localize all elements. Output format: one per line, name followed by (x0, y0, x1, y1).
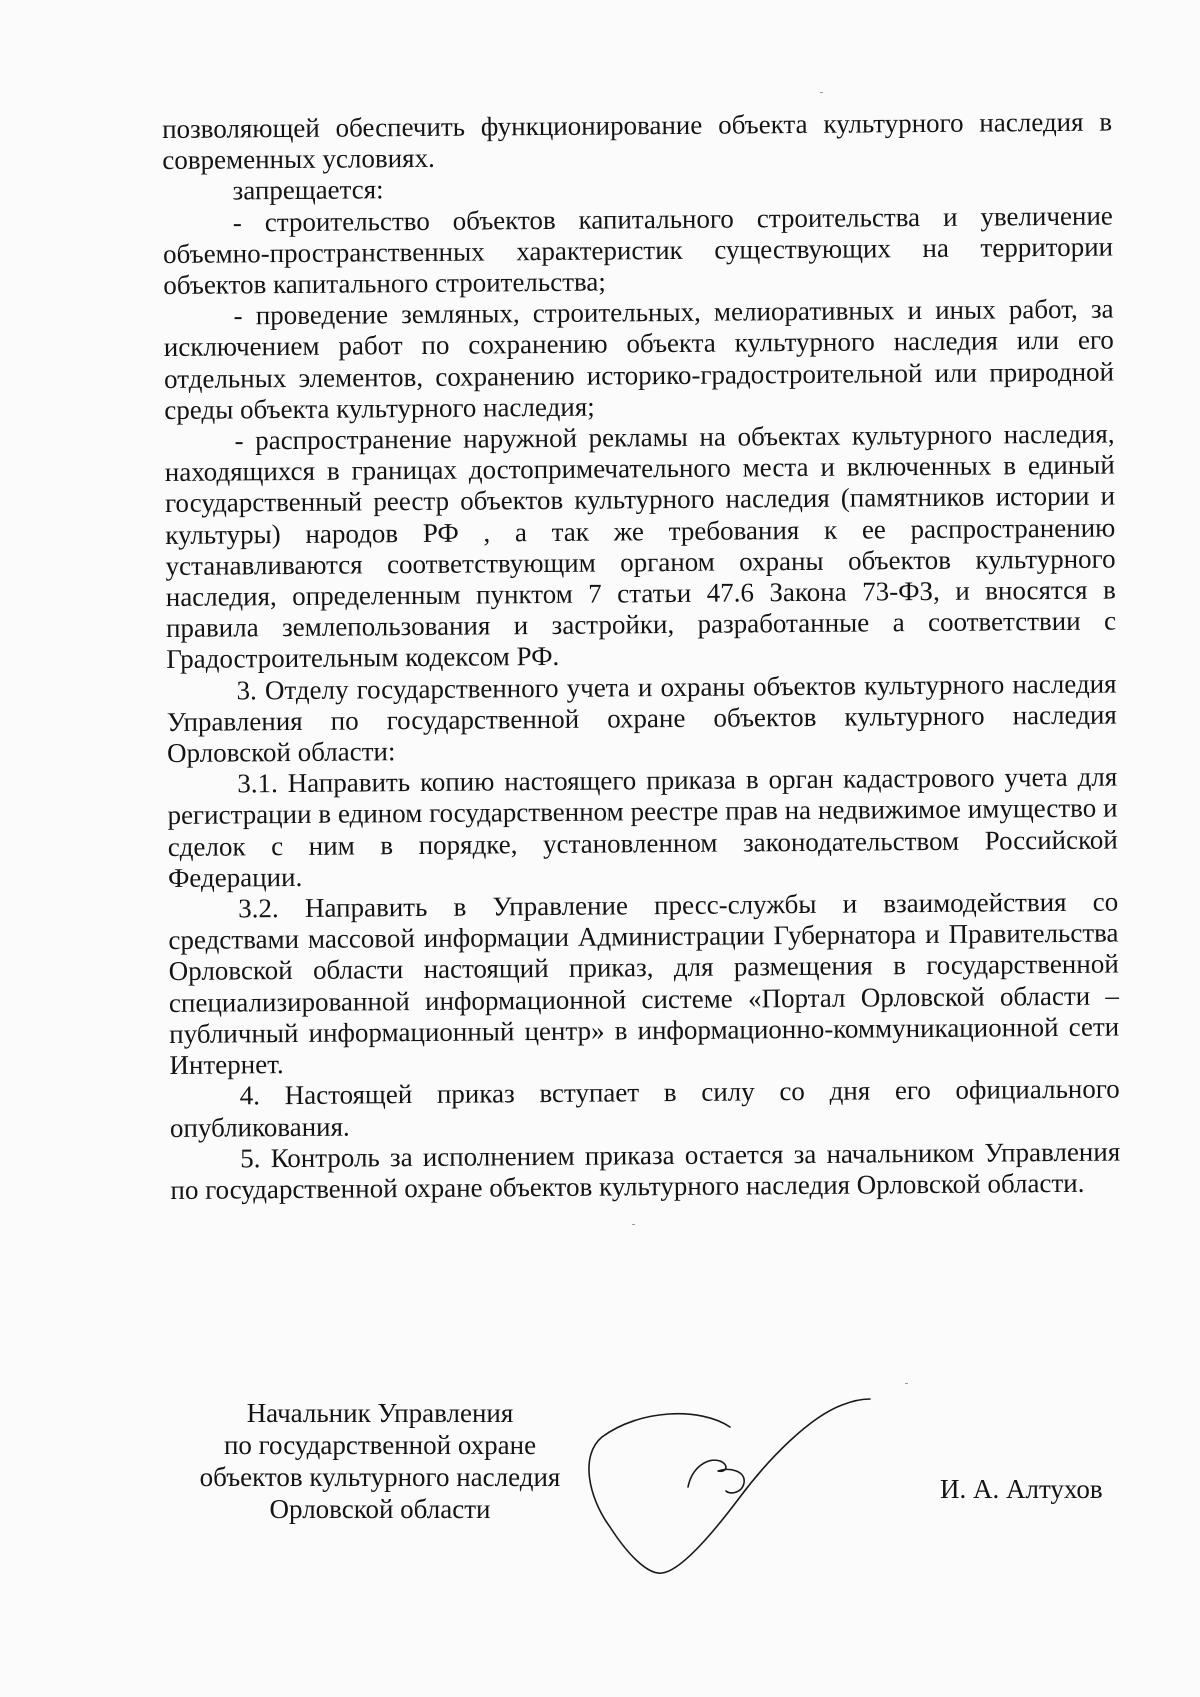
paragraph-item-3-1: 3.1. Направить копию настоящего приказа в орган кадастрового учета для регистрации в едином государственном реестре прав на недвижимое имущество и сделок с ним в порядке, установленном законодательством Российской Федерации. (167, 761, 1118, 893)
paragraph-item-5: 5. Контроль за исполнением приказа остается за начальником Управления по государственной охране объектов культурного наследия Орловской области. (170, 1136, 1121, 1205)
signatory-position-line: Начальник Управления (246, 1398, 514, 1428)
scan-speck (820, 92, 823, 93)
signature-block (160, 1397, 1110, 1577)
paragraph-construction-ban: - строительство объектов капитального строительства и увеличение объемно-пространственных характеристик существующих на территории объектов капитального строительства; (162, 200, 1114, 301)
paragraph-continuation: позволяющей обеспечить функционирование объекта культурного наследия в современных условиях. (162, 106, 1113, 176)
signatory-position-line: Орловской области (269, 1494, 491, 1524)
paragraph-item-4: 4. Настоящей приказ вступает в силу со дня его официального опубликования. (169, 1073, 1120, 1143)
paragraph-prohibited-heading: запрещается: (232, 174, 384, 206)
signatory-position (160, 1397, 600, 1525)
scan-speck (632, 1224, 635, 1225)
paragraph-advertising: - распространение наружной рекламы на объектах культурного наследия, находящихся в границах достопримечательного места и включенных в единый государственный реестр объектов культурного наследия (памятников истории и культуры) народов РФ , а так же требования к ее распространению устанавливаются соответствующим органом охраны объектов культурного наследия, определенным пунктом 7 статьи 47.6 Закона 73-ФЗ, и вносятся в правила землепользования и застройки, разработанные а соответствии с Градостроительным кодексом РФ. (164, 418, 1117, 675)
handwritten-signature (580, 1387, 900, 1587)
document-body (162, 107, 1121, 1207)
signatory-name: И. А. Алтухов (940, 1474, 1103, 1504)
scan-speck (905, 1383, 908, 1384)
signatory-position-line: по государственной охране (223, 1430, 537, 1460)
paragraph-item-3: 3. Отделу государственного учета и охраны объектов культурного наследия Управления по государственной охране объектов культурного наследия Орловской области: (166, 668, 1117, 769)
signatory-position-line: объектов культурного наследия (199, 1462, 561, 1492)
paragraph-item-3-2: 3.2. Направить в Управление пресс-службы и взаимодействия со средствами массовой информации Администрации Губернатора и Правительства Орловской области настоящий приказ, для размещения в государственной специализированной информационной системе «Портал Орловской области – публичный информационный центр» в информационно-коммуникационной сети Интернет. (168, 886, 1120, 1081)
paragraph-earthworks-ban: - проведение земляных, строительных, мелиоративных и иных работ, за исключением работ по сохранению объекта культурного наследия или его отдельных элементов, сохранению историко-градостроительной или природной среды объекта культурного наследия; (163, 293, 1115, 425)
